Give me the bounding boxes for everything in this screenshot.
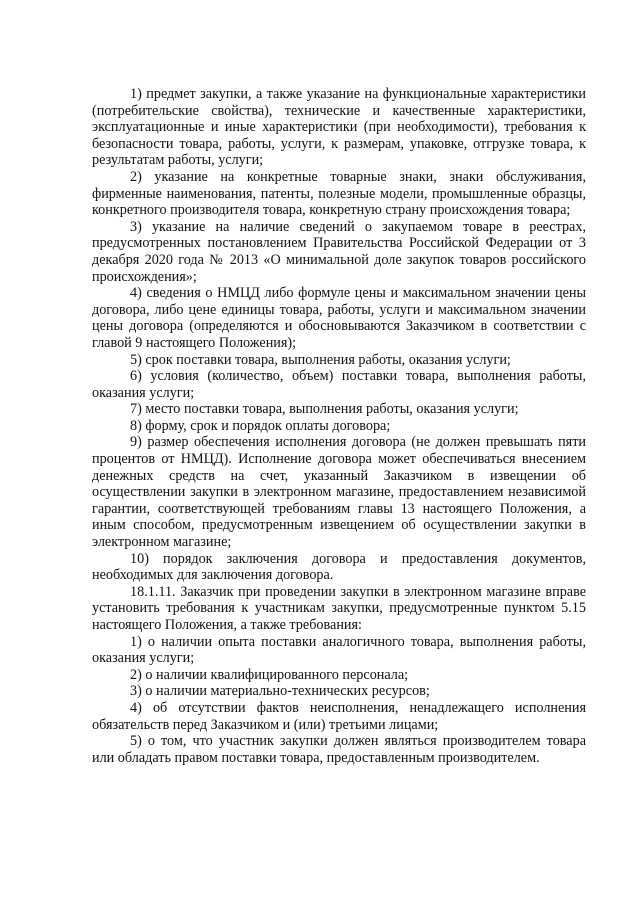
paragraph-req-2-personnel: 2) о наличии квалифицированного персонала; bbox=[130, 666, 409, 683]
paragraph-item-3-registries: 3) указание на наличие сведений о закупаемом товаре в реестрах, предусмотренных постановлением Правительства Российской Федерации от 3 декабря 2020 года № 2013 «О минимальной доле закупок товаров российского происхождения»; bbox=[92, 218, 586, 285]
paragraph-item-2-trademarks: 2) указание на конкретные товарные знаки, знаки обслуживания, фирменные наименования, патенты, полезные модели, промышленные образцы, конкретного производителя товара, конкретную страну происхождения товара; bbox=[92, 168, 586, 219]
document-body bbox=[92, 86, 586, 766]
paragraph-req-3-resources: 3) о наличии материально-технических ресурсов; bbox=[130, 683, 430, 700]
paragraph-item-1-subject: 1) предмет закупки, а также указание на функциональные характеристики (потребительские свойства), технические и качественные характеристики, эксплуатационные и иные характеристики (при необходимости), требования к безопасности товара, работы, услуги, к размерам, упаковке, отгрузке товара, к результатам работы, услуги; bbox=[92, 86, 586, 169]
paragraph-section-18-1-11: 18.1.11. Заказчик при проведении закупки в электронном магазине вправе установить требования к участникам закупки, предусмотренные пунктом 5.15 настоящего Положения, а также требования: bbox=[92, 583, 586, 633]
paragraph-item-6-conditions: 6) условия (количество, объем) поставки товара, выполнения работы, оказания услуги; bbox=[92, 368, 586, 401]
paragraph-item-9-security: 9) размер обеспечения исполнения договора (не должен превышать пяти процентов от НМЦД). Исполнение договора может обеспечиваться внесением денежных средств на счет, указанный Заказчиком в извещении об осуществлении закупки в электронном магазине, предоставлением независимой гарантии, соответствующей требованиям главы 13 настоящего Положения, а иным способом, предусмотренным извещением об осуществлении закупки в электронном магазине; bbox=[92, 434, 586, 551]
paragraph-item-7-place: 7) место поставки товара, выполнения работы, оказания услуги; bbox=[130, 401, 519, 418]
paragraph-req-1-experience: 1) о наличии опыта поставки аналогичного товара, выполнения работы, оказания услуги; bbox=[92, 633, 586, 667]
paragraph-req-5-manufacturer: 5) о том, что участник закупки должен являться производителем товара или обладать правом поставки товара, предоставленным производителем. bbox=[92, 733, 586, 766]
paragraph-item-5-delivery-term: 5) срок поставки товара, выполнения работы, оказания услуги; bbox=[130, 351, 511, 368]
paragraph-item-8-payment: 8) форму, срок и порядок оплаты договора; bbox=[130, 417, 391, 434]
paragraph-item-10-conclusion: 10) порядок заключения договора и предоставления документов, необходимых для заключения договора. bbox=[92, 550, 586, 584]
paragraph-req-4-obligations: 4) об отсутствии фактов неисполнения, ненадлежащего исполнения обязательств перед Заказчиком и (или) третьими лицами; bbox=[92, 699, 586, 733]
paragraph-item-4-price: 4) сведения о НМЦД либо формуле цены и максимальном значении цены договора, либо цене единицы товара, работы, услуги и максимальном значении цены договора (определяются и обосновываются Заказчиком в соответствии с главой 9 настоящего Положения); bbox=[92, 285, 586, 351]
